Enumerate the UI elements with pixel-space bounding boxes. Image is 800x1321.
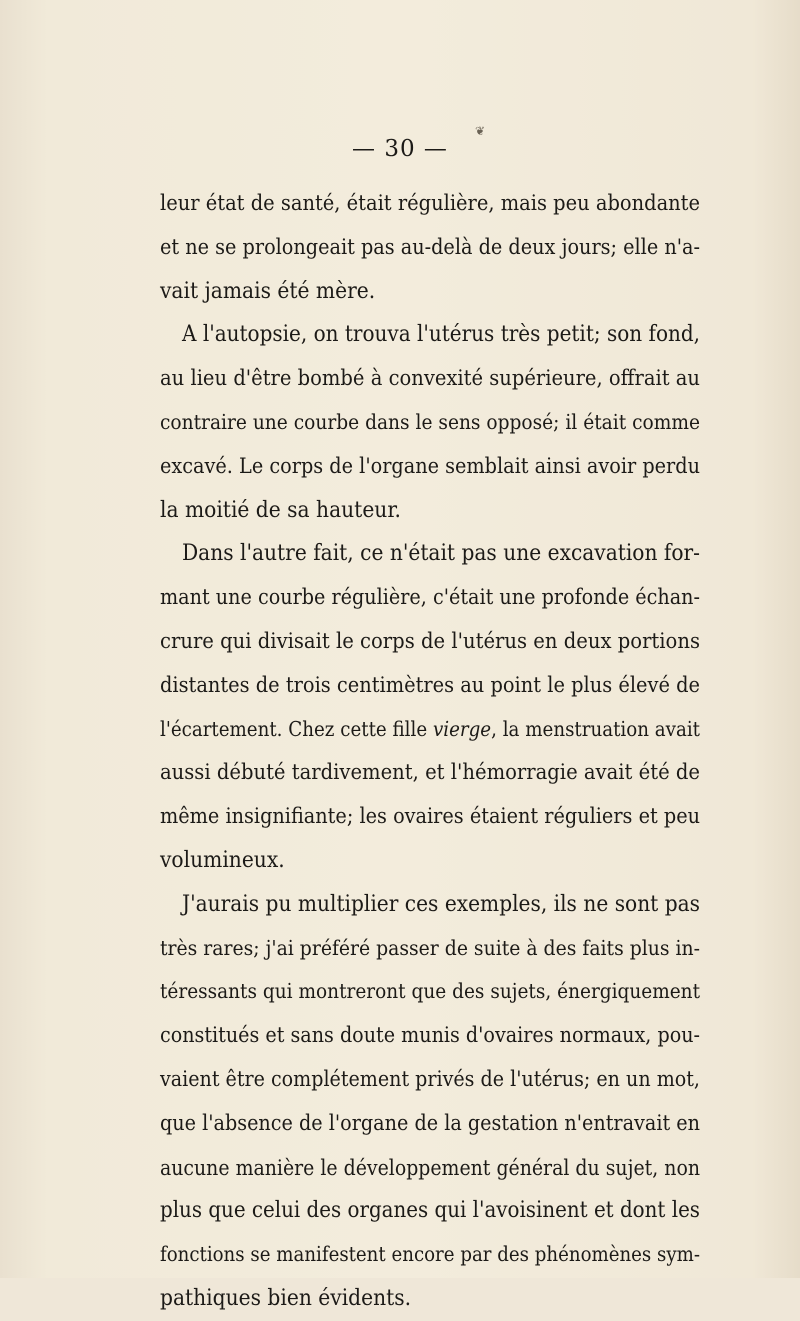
text-line: excavé. Le corps de l'organe semblait ainsi avoir perdu — [160, 453, 700, 479]
text-line: A l'autopsie, on trouva l'utérus très petit; son fond, — [182, 321, 700, 348]
text-line: aussi débuté tardivement, et l'hémorragie avait été de — [160, 760, 700, 786]
text-line: même insignifiante; les ovaires étaient réguliers et peu — [160, 804, 700, 830]
text-line — [160, 708, 700, 752]
text-line: fonctions se manifestent encore par des phénomènes sym- — [160, 1242, 700, 1267]
text-line: que l'absence de l'organe de la gestation n'entravait en — [160, 1110, 700, 1136]
text-line: J'aurais pu multiplier ces exemples, ils ne sont pas — [182, 890, 700, 917]
text-line: Dans l'autre fait, ce n'était pas une excavation for- — [182, 540, 700, 567]
text-line: aucune manière le développement général du sujet, non — [160, 1154, 700, 1180]
text-segment: , la menstruation avait — [491, 716, 700, 741]
text-line: téressants qui montreront que des sujets, énergiquement — [160, 979, 700, 1004]
text-line: constitués et sans doute munis d'ovaires normaux, pou- — [160, 1023, 700, 1049]
text-line: et ne se prolongeait pas au-delà de deux jours; elle n'a- — [160, 234, 700, 260]
page-number: — 30 — — [352, 136, 448, 162]
text-line: distantes de trois centimètres au point le plus élevé de — [160, 672, 700, 698]
text-line: vaient être complétement privés de l'utérus; en un mot, — [160, 1066, 700, 1092]
text-line: volumineux. — [160, 846, 285, 873]
text-line: au lieu d'être bombé à convexité supérieure, offrait au — [160, 366, 700, 392]
text-line: mant une courbe régulière, c'était une profonde échan- — [160, 585, 700, 611]
text-line: pathiques bien évidents. — [160, 1284, 412, 1311]
body-text — [160, 182, 700, 1321]
text-line: vait jamais été mère. — [160, 277, 376, 304]
text-line: crure qui divisait le corps de l'utérus en deux portions — [160, 628, 700, 654]
text-line: leur état de santé, était régulière, mais peu abondante — [160, 191, 700, 216]
printer-mark: ❦ — [475, 124, 486, 138]
emphasized-word: vierge — [432, 716, 492, 741]
text-segment: l'écartement. Chez cette fille — [160, 716, 433, 741]
text-line: la moitié de sa hauteur. — [160, 496, 401, 523]
text-line: très rares; j'ai préféré passer de suite à des faits plus in- — [160, 935, 700, 960]
text-line: plus que celui des organes qui l'avoisinent et dont les — [160, 1198, 700, 1224]
text-line: contraire une courbe dans le sens opposé; il était comme — [160, 409, 700, 434]
